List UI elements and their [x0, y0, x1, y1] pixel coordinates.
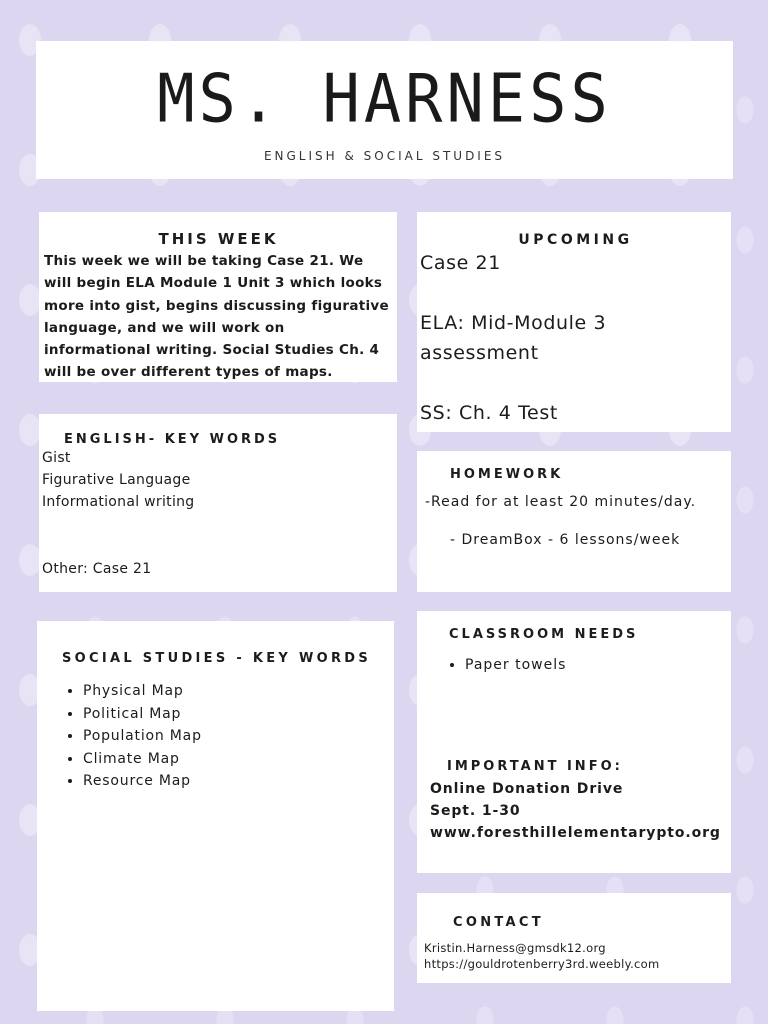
upcoming-line: ELA: Mid-Module 3 — [420, 312, 607, 334]
this-week-card — [39, 212, 397, 382]
english-word: Informational writing — [42, 494, 195, 510]
english-word: Figurative Language — [42, 472, 191, 488]
this-week-text — [44, 250, 393, 384]
english-heading: ENGLISH- KEY WORDS — [64, 432, 281, 447]
this-week-line: language, and we will work on — [44, 319, 285, 336]
needs-list — [430, 657, 731, 673]
contact-heading: CONTACT — [453, 915, 544, 930]
list-item: • Resource Map — [83, 770, 394, 793]
page-title: MS. HARNESS — [157, 59, 612, 138]
info-link[interactable]: www.foresthillelementarypto.org — [430, 825, 721, 841]
upcoming-line: SS: Ch. 4 Test — [420, 402, 558, 424]
homework-line: -Read for at least 20 minutes/day. — [425, 494, 697, 510]
list-item: • Climate Map — [83, 748, 394, 771]
upcoming-heading: UPCOMING — [518, 232, 633, 248]
this-week-line: will be over different types of maps. — [44, 364, 333, 381]
contact-website[interactable]: https://gouldrotenberry3rd.weebly.com — [424, 957, 660, 971]
homework-line: - DreamBox - 6 lessons/week — [450, 532, 681, 548]
contact-card — [417, 893, 731, 983]
english-key-words-card — [39, 414, 397, 592]
homework-heading: HOMEWORK — [450, 467, 564, 482]
this-week-heading: THIS WEEK — [158, 230, 279, 248]
this-week-line: will begin ELA Module 1 Unit 3 which looks — [44, 275, 383, 292]
needs-heading: CLASSROOM NEEDS — [449, 627, 639, 642]
list-item: • Political Map — [83, 703, 394, 726]
contact-email[interactable]: Kristin.Harness@gmsdk12.org — [424, 941, 606, 955]
upcoming-line: Case 21 — [420, 252, 501, 274]
this-week-line: more into gist, begins discussing figurative — [44, 297, 389, 314]
list-item: • Physical Map — [83, 680, 394, 703]
header-card — [36, 41, 733, 179]
list-item: • Paper towels — [465, 657, 731, 673]
social-list — [62, 680, 394, 793]
upcoming-line: assessment — [420, 342, 539, 364]
important-info-heading: IMPORTANT INFO: — [447, 759, 623, 774]
info-line: Sept. 1-30 — [430, 803, 521, 819]
this-week-line: informational writing. Social Studies Ch. 4 — [44, 342, 380, 359]
social-studies-key-words-card — [37, 621, 394, 1011]
classroom-needs-card — [417, 611, 731, 873]
homework-card — [417, 451, 731, 592]
important-info-text — [430, 778, 731, 844]
english-other: Other: Case 21 — [42, 561, 152, 577]
english-word: Gist — [42, 450, 71, 466]
social-heading: SOCIAL STUDIES - KEY WORDS — [62, 651, 372, 666]
this-week-line: This week we will be taking Case 21. We — [44, 253, 364, 269]
info-line: Online Donation Drive — [430, 781, 624, 797]
upcoming-card — [417, 212, 731, 432]
list-item: • Population Map — [83, 725, 394, 748]
page-subtitle: ENGLISH & SOCIAL STUDIES — [263, 149, 506, 163]
